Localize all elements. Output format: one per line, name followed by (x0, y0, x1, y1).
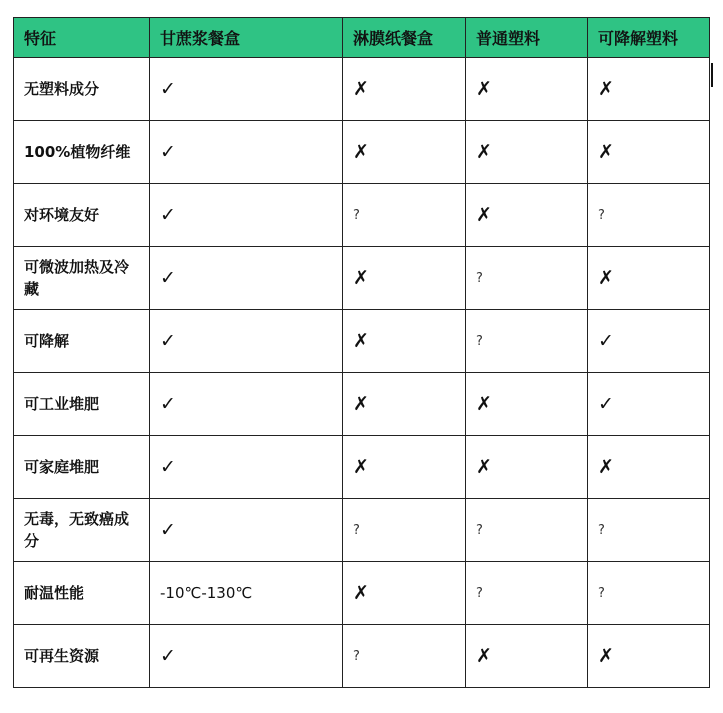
value-cell-sugarcane-box (150, 310, 343, 373)
value-cell-degradable-plastic (588, 247, 710, 310)
cross-mark-icon: ✗ (353, 392, 369, 415)
value-cell-sugarcane-box (150, 499, 343, 562)
cross-mark-icon: ✗ (598, 644, 614, 667)
check-mark-icon: ✓ (160, 392, 176, 415)
value-cell-sugarcane-box (150, 436, 343, 499)
header-sugarcane-box: 甘蔗浆餐盒 (150, 18, 343, 58)
feature-cell: 耐温性能 (14, 562, 150, 625)
check-mark-icon: ✓ (160, 266, 176, 289)
cross-mark-icon: ✗ (598, 266, 614, 289)
check-mark-icon: ✓ (160, 518, 176, 541)
unknown-mark: ? (353, 208, 360, 223)
unknown-mark: ? (353, 649, 360, 664)
feature-cell: 对环境友好 (14, 184, 150, 247)
cross-mark-icon: ✗ (598, 455, 614, 478)
value-cell-plastic (466, 436, 588, 499)
feature-cell: 可家庭堆肥 (14, 436, 150, 499)
header-degradable-plastic: 可降解塑料 (588, 18, 710, 58)
value-cell-degradable-plastic (588, 562, 710, 625)
value-cell-degradable-plastic (588, 499, 710, 562)
value-cell-sugarcane-box (150, 373, 343, 436)
value-cell-coated-paper-box (343, 562, 466, 625)
unknown-mark: ? (598, 523, 605, 538)
value-cell-degradable-plastic (588, 310, 710, 373)
table-row (14, 436, 710, 499)
value-cell-plastic (466, 58, 588, 121)
value-cell-coated-paper-box (343, 373, 466, 436)
feature-cell: 可再生资源 (14, 625, 150, 688)
value-cell-coated-paper-box (343, 436, 466, 499)
value-cell-degradable-plastic (588, 436, 710, 499)
value-cell-plastic (466, 625, 588, 688)
feature-cell: 100%植物纤维 (14, 121, 150, 184)
unknown-mark: ? (476, 271, 483, 286)
header-coated-paper-box: 淋膜纸餐盒 (343, 18, 466, 58)
table-header-row (14, 18, 710, 58)
header-feature: 特征 (14, 18, 150, 58)
feature-cell: 可微波加热及冷藏 (14, 247, 150, 310)
value-cell-coated-paper-box (343, 499, 466, 562)
value-cell-plastic (466, 184, 588, 247)
value-cell-plastic (466, 499, 588, 562)
cross-mark-icon: ✗ (598, 140, 614, 163)
value-cell-sugarcane-box (150, 247, 343, 310)
cross-mark-icon: ✗ (353, 266, 369, 289)
unknown-mark: ? (598, 586, 605, 601)
value-cell-coated-paper-box (343, 184, 466, 247)
header-plastic: 普通塑料 (466, 18, 588, 58)
value-text: -10℃-130℃ (160, 584, 253, 602)
cross-mark-icon: ✗ (476, 140, 492, 163)
cross-mark-icon: ✗ (353, 140, 369, 163)
unknown-mark: ? (476, 334, 483, 349)
cross-mark-icon: ✗ (353, 455, 369, 478)
unknown-mark: ? (353, 523, 360, 538)
value-cell-sugarcane-box (150, 121, 343, 184)
check-mark-icon: ✓ (160, 455, 176, 478)
comparison-table (13, 17, 710, 688)
value-cell-coated-paper-box (343, 121, 466, 184)
edge-mark (711, 63, 713, 87)
value-cell-sugarcane-box (150, 625, 343, 688)
value-cell-degradable-plastic (588, 373, 710, 436)
table-row (14, 184, 710, 247)
table-row (14, 562, 710, 625)
value-cell-sugarcane-box (150, 58, 343, 121)
check-mark-icon: ✓ (160, 203, 176, 226)
table-row (14, 499, 710, 562)
value-cell-coated-paper-box (343, 625, 466, 688)
value-cell-plastic (466, 373, 588, 436)
cross-mark-icon: ✗ (353, 77, 369, 100)
feature-cell: 可工业堆肥 (14, 373, 150, 436)
table-row (14, 373, 710, 436)
check-mark-icon: ✓ (160, 329, 176, 352)
check-mark-icon: ✓ (598, 392, 614, 415)
cross-mark-icon: ✗ (598, 77, 614, 100)
unknown-mark: ? (598, 208, 605, 223)
check-mark-icon: ✓ (160, 644, 176, 667)
table-row (14, 58, 710, 121)
value-cell-sugarcane-box (150, 184, 343, 247)
cross-mark-icon: ✗ (476, 392, 492, 415)
value-cell-degradable-plastic (588, 121, 710, 184)
cross-mark-icon: ✗ (476, 203, 492, 226)
value-cell-degradable-plastic (588, 58, 710, 121)
value-cell-coated-paper-box (343, 247, 466, 310)
check-mark-icon: ✓ (598, 329, 614, 352)
value-cell-degradable-plastic (588, 625, 710, 688)
table-row (14, 121, 710, 184)
unknown-mark: ? (476, 523, 483, 538)
check-mark-icon: ✓ (160, 77, 176, 100)
value-cell-plastic (466, 310, 588, 373)
value-cell-coated-paper-box (343, 58, 466, 121)
cross-mark-icon: ✗ (476, 644, 492, 667)
feature-cell: 可降解 (14, 310, 150, 373)
value-cell-sugarcane-box (150, 562, 343, 625)
check-mark-icon: ✓ (160, 140, 176, 163)
value-cell-plastic (466, 121, 588, 184)
value-cell-coated-paper-box (343, 310, 466, 373)
table-row (14, 625, 710, 688)
table-row (14, 310, 710, 373)
feature-cell: 无毒，无致癌成分 (14, 499, 150, 562)
feature-cell: 无塑料成分 (14, 58, 150, 121)
value-cell-plastic (466, 247, 588, 310)
cross-mark-icon: ✗ (353, 581, 369, 604)
table-row (14, 247, 710, 310)
value-cell-degradable-plastic (588, 184, 710, 247)
cross-mark-icon: ✗ (476, 77, 492, 100)
unknown-mark: ? (476, 586, 483, 601)
cross-mark-icon: ✗ (476, 455, 492, 478)
comparison-table-container (13, 17, 710, 688)
cross-mark-icon: ✗ (353, 329, 369, 352)
value-cell-plastic (466, 562, 588, 625)
